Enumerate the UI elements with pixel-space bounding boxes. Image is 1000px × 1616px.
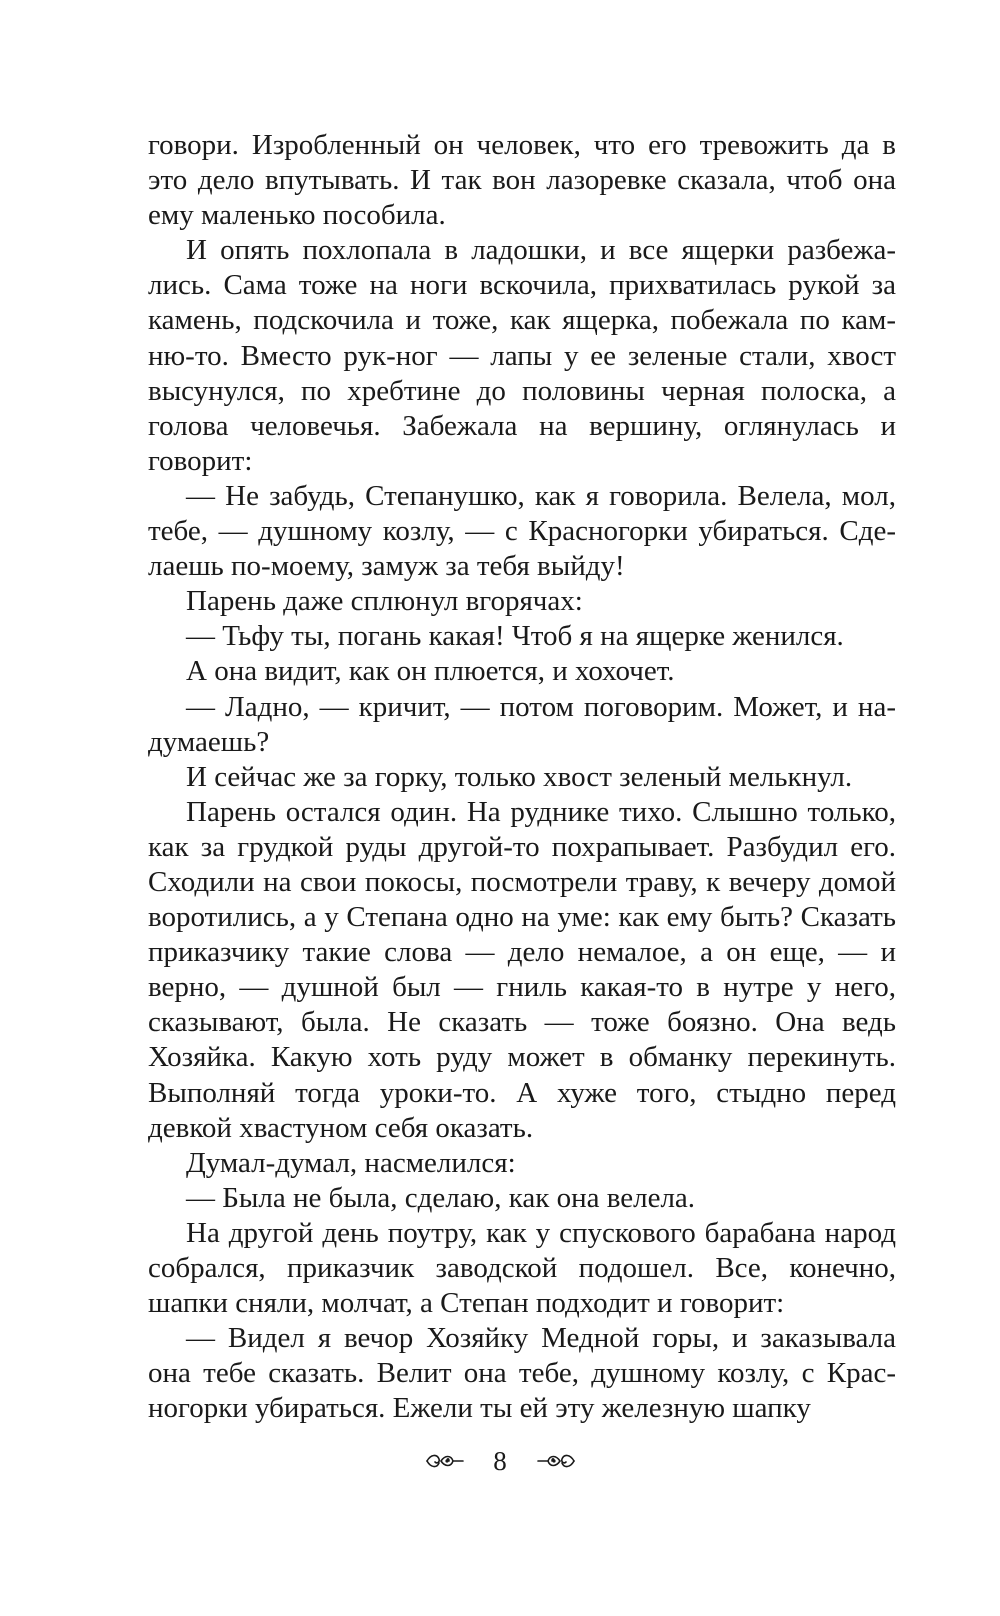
flourish-right-icon [536, 1450, 576, 1472]
paragraph-6: А она видит, как он плюется, и хохочет. [186, 655, 675, 688]
paragraph-1: говори. Изробленный он человек, что его тревожить да в это дело впутывать. И так вон лазоревке сказала, чтоб она ему маленько пособила. [148, 129, 896, 232]
page-footer [0, 1442, 1000, 1477]
paragraph-10: Думал-думал, насмелился: [186, 1146, 516, 1179]
paragraph-11: — Была не была, сделаю, как она велела. [186, 1181, 696, 1214]
paragraph-13: — Видел я вечор Хозяйку Медной горы, и заказывала она тебе сказать. Велит она тебе, душному козлу, с Красногорки убираться. Ежели ты ей эту железную шапку [148, 1322, 896, 1425]
page-number: 8 [493, 1445, 507, 1476]
paragraph-2: И опять похлопала в ладошки, и все ящерки разбежались. Сама тоже на ноги вскочила, прихватилась рукой за камень, подскочила и тоже, как ящерка, побежала по камню-то. Вместо рук-ног — лапы у ее зеленые стали, хвост высунулся, по хребтине до половины черная полоска, а голова человечья. Забежала на вершину, оглянулась и говорит: [148, 234, 896, 477]
paragraph-5: — Тьфу ты, погань какая! Чтоб я на ящерке женился. [186, 620, 844, 653]
paragraph-12: На другой день поутру, как у спускового барабана народ собрался, приказчик заводской подошел. Все, конечно, шапки сняли, молчат, а Степан подходит и говорит: [148, 1216, 896, 1320]
paragraph-4: Парень даже сплюнул вгорячах: [186, 585, 583, 618]
paragraph-3: — Не забудь, Степанушко, как я говорила. Велела, мол, тебе, — душному козлу, — с Красногорки убираться. Сделаешь по-моему, замуж за тебя выйду! [148, 479, 896, 583]
page-body [148, 128, 896, 1426]
paragraph-7: — Ладно, — кричит, — потом поговорим. Может, и надумаешь? [148, 690, 896, 758]
flourish-left-icon [425, 1450, 465, 1472]
paragraph-9: Парень остался один. На руднике тихо. Слышно только, как за грудкой руды другой-то похрапывает. Разбудил его. Сходили на свои покосы, посмотрели траву, к вечеру домой воротились, а у Степана одно на уме: как ему быть? Сказать приказчику такие слова — дело немалое, а он еще, — и верно, — душной был — гниль какая-то в нутре у него, сказывают, была. Не сказать — тоже боязно. Она ведь Хозяйка. Какую хоть руду может в обманку перекинуть. Выполняй тогда уроки-то. А хуже того, стыдно перед девкой хвастуном себя оказать. [148, 795, 896, 1144]
paragraph-8: И сейчас же за горку, только хвост зеленый мелькнул. [186, 760, 853, 793]
